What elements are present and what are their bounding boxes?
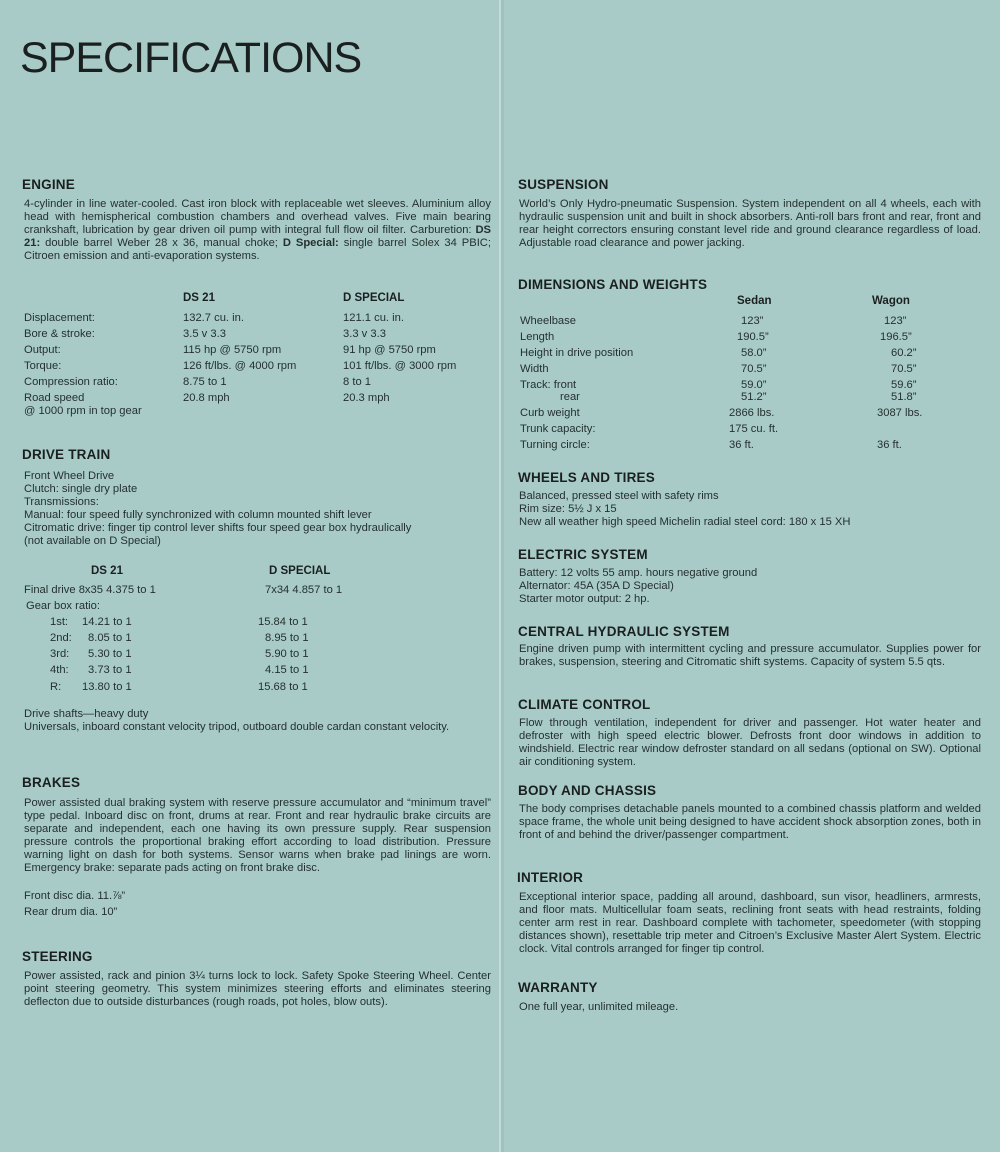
engine-text-1: 4-cylinder in line water-cooled. Cast iron block with replaceable wet sleeves. Aluminium alloy head with hemispherical combustion chambers and overhead valves. Five main bearing crankshaft, lubrication by gear driven oil pump with integral full flow oil filter. Carburetion: [24,198,491,236]
gear-dspecial: 5.90 to 1 [265,648,309,660]
dimension-wagon: 36 ft. [877,439,902,451]
gear-ds21: 3.73 to 1 [88,664,132,676]
gear-name: R: [50,681,62,693]
gear-dspecial: 15.68 to 1 [258,681,308,693]
dimension-sedan: 58.0” [741,347,767,359]
warranty-text: One full year, unlimited mileage. [519,1001,679,1013]
climate-heading: CLIMATE CONTROL [518,697,651,712]
drive-train-col-ds21: DS 21 [91,565,123,577]
body-text: The body comprises detachable panels mounted to a combined chassis platform and welded space frame, the whole unit being designed to have accident shock absorption zones, both in front of and behind the driver/passenger compartment. [519,803,981,841]
gear-dspecial: 15.84 to 1 [258,616,308,628]
warranty-heading: WARRANTY [518,980,598,995]
engine-row-label: Displacement: [24,312,95,324]
drive-train-heading: DRIVE TRAIN [22,447,111,462]
dimension-wagon: 60.2” [891,347,917,359]
final-drive-dspecial: 7x34 4.857 to 1 [265,584,343,596]
steering-heading: STEERING [22,949,93,964]
engine-row-dspecial: 121.1 cu. in. [343,312,404,324]
dimension-wagon: 51.8” [891,391,917,403]
drive-train-line: Transmissions: [24,496,99,508]
dimension-label: Track: front [520,379,577,391]
dimension-label: Curb weight [520,407,580,419]
hydraulic-heading: CENTRAL HYDRAULIC SYSTEM [518,624,730,639]
wheels-heading: WHEELS AND TIRES [518,470,655,485]
gear-name: 4th: [50,664,69,676]
engine-description [24,198,491,263]
suspension-heading: SUSPENSION [518,177,609,192]
engine-row-dspecial: 20.3 mph [343,392,390,404]
drive-train-line: Clutch: single dry plate [24,483,138,495]
drive-shafts-line: Drive shafts—heavy duty [24,708,149,720]
dimension-label: Trunk capacity: [520,423,596,435]
gear-dspecial: 8.95 to 1 [265,632,309,644]
drive-train-line: Manual: four speed fully synchronized with column mounted shift lever [24,509,372,521]
electric-heading: ELECTRIC SYSTEM [518,547,648,562]
dimension-wagon: 70.5” [891,363,917,375]
drive-train-line: Front Wheel Drive [24,470,115,482]
engine-row-label: Road speed [24,392,85,404]
wheels-line: Rim size: 5½ J x 15 [519,503,617,515]
drive-train-line: Citromatic drive: finger tip control lever shifts four speed gear box hydraulically [24,522,412,534]
drive-train-line: (not available on D Special) [24,535,161,547]
dimension-label: Turning circle: [520,439,590,451]
dimension-sedan: 51.2” [741,391,767,403]
dimension-label: Width [520,363,549,375]
steering-text: Power assisted, rack and pinion 3¼ turns lock to lock. Safety Spoke Steering Wheel. Center point steering geometry. This system minimizes steering efforts and eliminates steering deflecton due to outside disturbances (rough roads, pot holes, blow outs). [24,970,491,1008]
body-heading: BODY AND CHASSIS [518,783,657,798]
engine-row-dspecial: 8 to 1 [343,376,371,388]
engine-col-dspecial: D SPECIAL [343,292,405,304]
engine-col-ds21: DS 21 [183,292,215,304]
engine-dspecial-label: D Special: [282,236,339,249]
engine-row-ds21: 3.5 v 3.3 [183,328,226,340]
wheels-line: New all weather high speed Michelin radial steel cord: 180 x 15 XH [519,516,851,528]
engine-row-label: Compression ratio: [24,376,118,388]
dimensions-col-sedan: Sedan [737,295,772,307]
gear-box-label: Gear box ratio: [26,600,100,612]
brakes-text: Power assisted dual braking system with reserve pressure accumulator and “minimum travel” type pedal. Inboard disc on front, drums at rear. Front and rear hydraulic brake circuits are separate and independent, each one having its own pressure supply. Rear suspension pressure controls the proportional braking effort according to load distribution. Pressure warning light on dash for both systems. Sensor warns when brake pad linings are worn. Emergency brake: separate pads acting on front brake disc. [24,797,491,874]
dimension-label: rear [560,391,580,403]
engine-text-3: single barrel Solex 34 PBIC; Citroen emission and anti-evaporation systems. [24,236,491,262]
gear-ds21: 8.05 to 1 [88,632,132,644]
gear-name: 1st: [50,616,69,628]
dimension-sedan: 2866 lbs. [729,407,775,419]
dimension-label: Length [520,331,555,343]
hydraulic-text: Engine driven pump with intermittent cycling and pressure accumulator. Supplies power for brakes, suspension, steering and Citromatic shift systems. Capacity of system 5.5 qts. [519,643,981,668]
gear-ds21: 5.30 to 1 [88,648,132,660]
wheels-line: Balanced, pressed steel with safety rims [519,490,719,502]
dimension-sedan: 36 ft. [729,439,754,451]
interior-heading: INTERIOR [517,870,584,885]
engine-row-ds21: 126 ft/lbs. @ 4000 rpm [183,360,297,372]
dimension-wagon: 123” [884,315,907,327]
dimensions-col-wagon: Wagon [872,295,910,307]
dimension-sedan: 59.0” [741,379,767,391]
rear-drum-line: Rear drum dia. 10” [24,906,118,918]
dimension-wagon: 3087 lbs. [877,407,923,419]
dimension-sedan: 190.5” [737,331,769,343]
engine-row-ds21: 115 hp @ 5750 rpm [183,344,282,356]
dimension-wagon: 59.6” [891,379,917,391]
dimensions-heading: DIMENSIONS AND WEIGHTS [518,277,708,292]
engine-row-label: Output: [24,344,61,356]
gear-ds21: 13.80 to 1 [82,681,132,693]
engine-row-dspecial: 91 hp @ 5750 rpm [343,344,436,356]
dimension-sedan: 70.5” [741,363,767,375]
front-disc-line: Front disc dia. 11.⅞” [24,890,126,902]
drive-train-col-dspecial: D SPECIAL [269,565,331,577]
dimension-wagon: 196.5” [880,331,912,343]
final-drive-ds21: Final drive 8x35 4.375 to 1 [24,584,156,596]
suspension-text: World’s Only Hydro-pneumatic Suspension. System independent on all 4 wheels, each with hydraulic suspension unit and built in shock absorbers. Anti-roll bars front and rear, front and rear height correctors ensuring constant level ride and ground clearance regardless of load. Adjustable road clearance and power jacking. [519,198,981,249]
engine-ds21-label: DS 21: [24,223,491,249]
engine-road-speed-sub: @ 1000 rpm in top gear [24,405,142,417]
electric-line: Starter motor output: 2 hp. [519,593,650,605]
brakes-heading: BRAKES [22,775,81,790]
climate-text: Flow through ventilation, independent for driver and passenger. Hot water heater and defroster with high speed electric blower. Defrosts front door windows in addition to windshield. Electric rear window defroster standard on all sedans (optional on SW). Optional air conditioning system. [519,717,981,768]
gear-name: 3rd: [50,648,70,660]
engine-row-ds21: 132.7 cu. in. [183,312,244,324]
gear-name: 2nd: [50,632,72,644]
dimension-sedan: 123” [741,315,764,327]
engine-text-2: double barrel Weber 28 x 36, manual choke; [40,236,283,249]
gear-ds21: 14.21 to 1 [82,616,132,628]
engine-row-ds21: 8.75 to 1 [183,376,227,388]
electric-line: Battery: 12 volts 55 amp. hours negative ground [519,567,758,579]
interior-text: Exceptional interior space, padding all around, dashboard, sun visor, headliners, armrests, and floor mats. Multicellular foam seats, reclining front seats with head restraints, folding center arm rest in rear. Dashboard complete with tachometer, speedometer (with stopping distances shown), resettable trip meter and Citroen’s Exclusive Master Alert System. Electric clock. Vital controls arranged for finger tip control. [519,891,981,955]
engine-row-dspecial: 3.3 v 3.3 [343,328,386,340]
engine-row-ds21: 20.8 mph [183,392,230,404]
gear-dspecial: 4.15 to 1 [265,664,309,676]
engine-row-label: Bore & stroke: [24,328,95,340]
engine-heading: ENGINE [22,177,75,192]
dimension-label: Wheelbase [520,315,576,327]
engine-row-dspecial: 101 ft/lbs. @ 3000 rpm [343,360,457,372]
engine-row-label: Torque: [24,360,62,372]
universals-text: Universals, inboard constant velocity tripod, outboard double cardan constant velocity. [24,721,450,733]
page-fold-shadow [501,0,504,1152]
page-title: SPECIFICATIONS [20,34,362,82]
electric-line: Alternator: 45A (35A D Special) [519,580,674,592]
dimension-sedan: 175 cu. ft. [729,423,779,435]
dimension-label: Height in drive position [520,347,634,359]
